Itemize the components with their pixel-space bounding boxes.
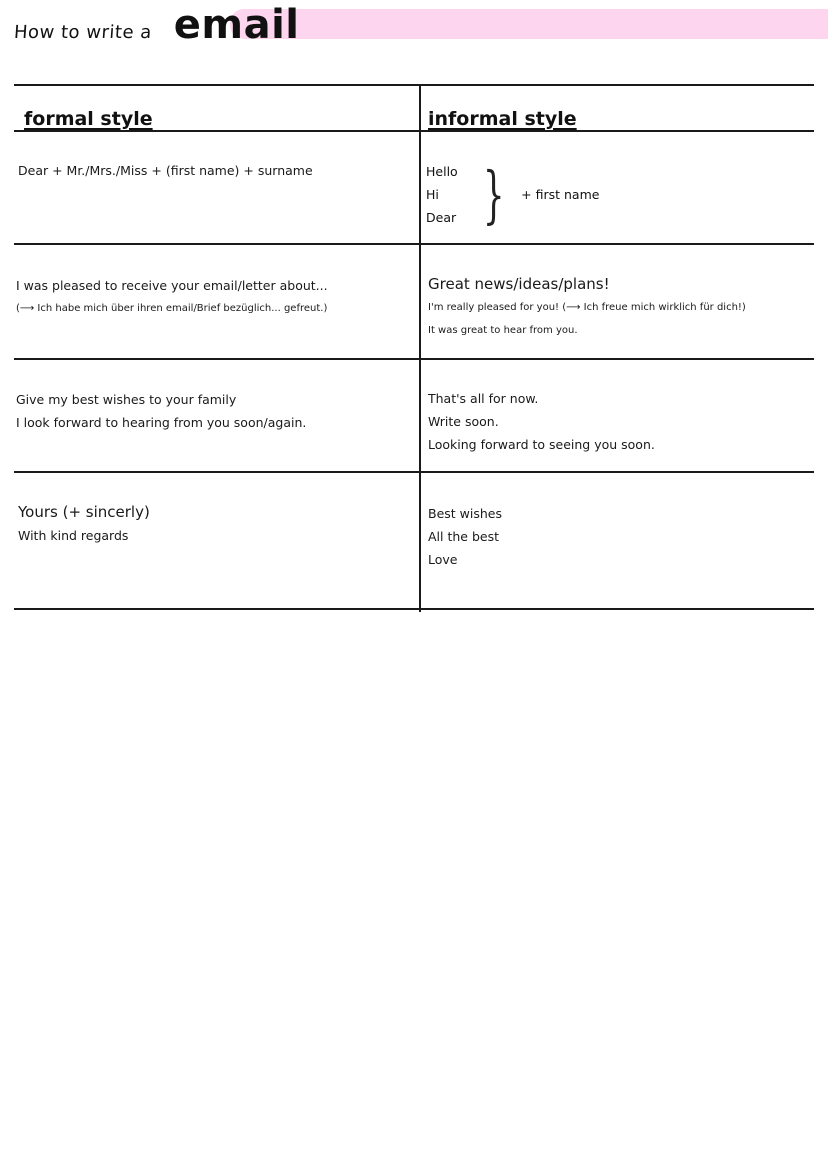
page-title xyxy=(14,2,300,48)
brace-suffix: + first name xyxy=(521,187,600,202)
row-divider-3 xyxy=(14,471,814,473)
cell-line: That's all for now. xyxy=(428,391,539,406)
title-main: email xyxy=(173,2,300,48)
cell-formal-row-4 xyxy=(18,501,150,547)
title-prefix: How to write a xyxy=(13,22,153,43)
row-divider-2 xyxy=(14,358,814,360)
column-divider xyxy=(419,84,421,612)
cell-line: Give my best wishes to your family xyxy=(16,392,237,407)
cell-line: I'm really pleased for you! (⟶ Ich freue mich wirklich für dich!) xyxy=(428,302,746,313)
cell-line: I look forward to hearing from you soon/again. xyxy=(16,415,307,430)
cell-line: Dear + Mr./Mrs./Miss + (first name) + surname xyxy=(18,163,313,178)
row-divider-1 xyxy=(14,243,814,245)
cell-informal-row-1 xyxy=(426,157,600,231)
cell-informal-row-2 xyxy=(428,273,746,342)
cell-formal-row-1 xyxy=(18,159,313,182)
curly-brace: } xyxy=(482,157,505,231)
cell-line: Write soon. xyxy=(428,414,499,429)
header-divider xyxy=(14,130,814,132)
cell-informal-row-4 xyxy=(428,502,502,571)
cell-line: With kind regards xyxy=(18,528,129,543)
header-formal: formal style xyxy=(24,108,153,130)
greeting-list xyxy=(426,160,458,229)
table-bottom-border xyxy=(14,608,814,610)
cell-line: Love xyxy=(428,552,458,567)
cell-line: It was great to hear from you. xyxy=(428,325,578,336)
cell-formal-row-3 xyxy=(16,388,306,434)
greeting-item: Hello xyxy=(426,164,458,179)
cell-line: Yours (+ sincerly) xyxy=(18,503,150,521)
cell-line: All the best xyxy=(428,529,499,544)
cell-line: Looking forward to seeing you soon. xyxy=(428,437,655,452)
header-informal: informal style xyxy=(428,108,577,130)
greeting-item: Hi xyxy=(426,187,439,202)
greeting-item: Dear xyxy=(426,210,457,225)
cell-line: (⟶ Ich habe mich über ihren email/Brief bezüglich... gefreut.) xyxy=(16,303,328,314)
cell-line: Best wishes xyxy=(428,506,502,521)
table-top-border xyxy=(14,84,814,86)
cell-informal-row-3 xyxy=(428,387,655,456)
cell-formal-row-2 xyxy=(16,274,328,320)
title-highlight xyxy=(230,9,828,39)
cell-line: Great news/ideas/plans! xyxy=(428,275,610,293)
cell-line: I was pleased to receive your email/letter about... xyxy=(16,278,328,293)
